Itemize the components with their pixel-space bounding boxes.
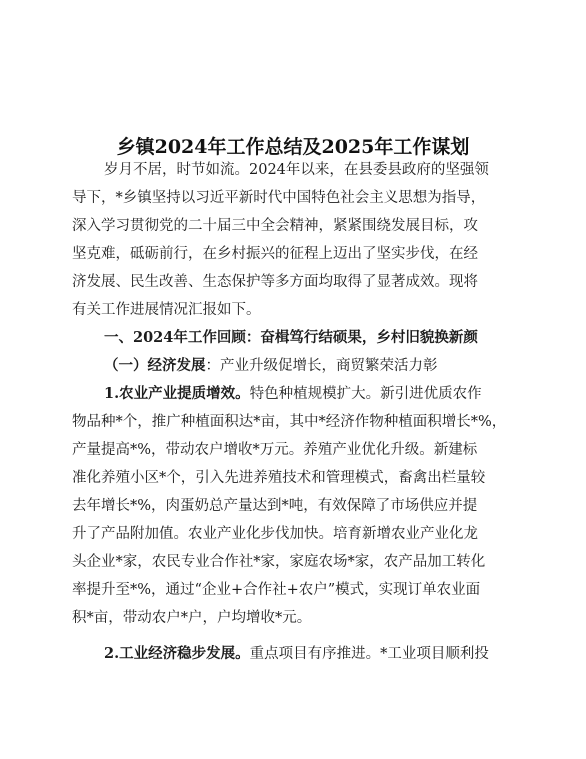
paragraph-line: 深入学习贯彻党的二十届三中全会精神，紧紧围绕发展目标，攻 <box>72 218 478 234</box>
paragraph-line <box>104 384 482 404</box>
paragraph-line: 济发展、民生改善、生态保护等多方面均取得了显著成效。现将 <box>72 274 478 290</box>
paragraph-line <box>104 644 489 664</box>
paragraph-line: 岁月不居，时节如流。2024年以来，在县委县政府的坚强领 <box>104 162 489 178</box>
subsection-heading-text: ：产业升级促增长，商贸繁荣活力彰 <box>205 358 438 374</box>
paragraph-line: 率提升至*%，通过“企业+合作社+农户”模式，实现订单农业面 <box>72 582 481 598</box>
paragraph-line: 去年增长*%，肉蛋奶总产量达到*吨，有效保障了市场供应并提 <box>72 498 478 514</box>
paragraph-line: 头企业*家，农民专业合作社*家，家庭农场*家，农产品加工转化 <box>72 554 486 570</box>
item-text: 特色种植规模扩大。新引进优质农作 <box>249 386 482 402</box>
paragraph-line: 物品种*个，推广种植面积达*亩，其中*经济作物种植面积增长*%， <box>72 414 507 430</box>
document-title: 乡镇2024年工作总结及2025年工作谋划 <box>116 136 470 158</box>
subsection-heading-label: （一）经济发展 <box>104 357 206 374</box>
paragraph-line: 坚克难，砥砺前行，在乡村振兴的征程上迈出了坚实步伐，在经 <box>72 246 478 262</box>
item-heading: 2.工业经济稳步发展。 <box>104 645 250 662</box>
subsection-heading <box>104 356 438 376</box>
paragraph-line: 导下，*乡镇坚持以习近平新时代中国特色社会主义思想为指导， <box>72 190 486 206</box>
paragraph-line: 产量提高*%，带动农户增收*万元。养殖产业优化升级。新建标 <box>72 442 478 458</box>
paragraph-line: 准化养殖小区*个，引入先进养殖技术和管理模式，畜禽出栏量较 <box>72 470 486 486</box>
item-heading: 1.农业产业提质增效。 <box>104 385 250 402</box>
paragraph-line: 积*亩，带动农户*户，户均增收*元。 <box>72 610 312 626</box>
item-text: 重点项目有序推进。*工业项目顺利投 <box>249 646 489 662</box>
paragraph-line: 有关工作进展情况汇报如下。 <box>72 302 261 318</box>
paragraph-line: 升了产品附加值。农业产业化步伐加快。培育新增农业产业化龙 <box>72 526 478 542</box>
section-heading: 一、2024年工作回顾：奋楫笃行结硕果，乡村旧貌换新颜 <box>104 329 478 346</box>
